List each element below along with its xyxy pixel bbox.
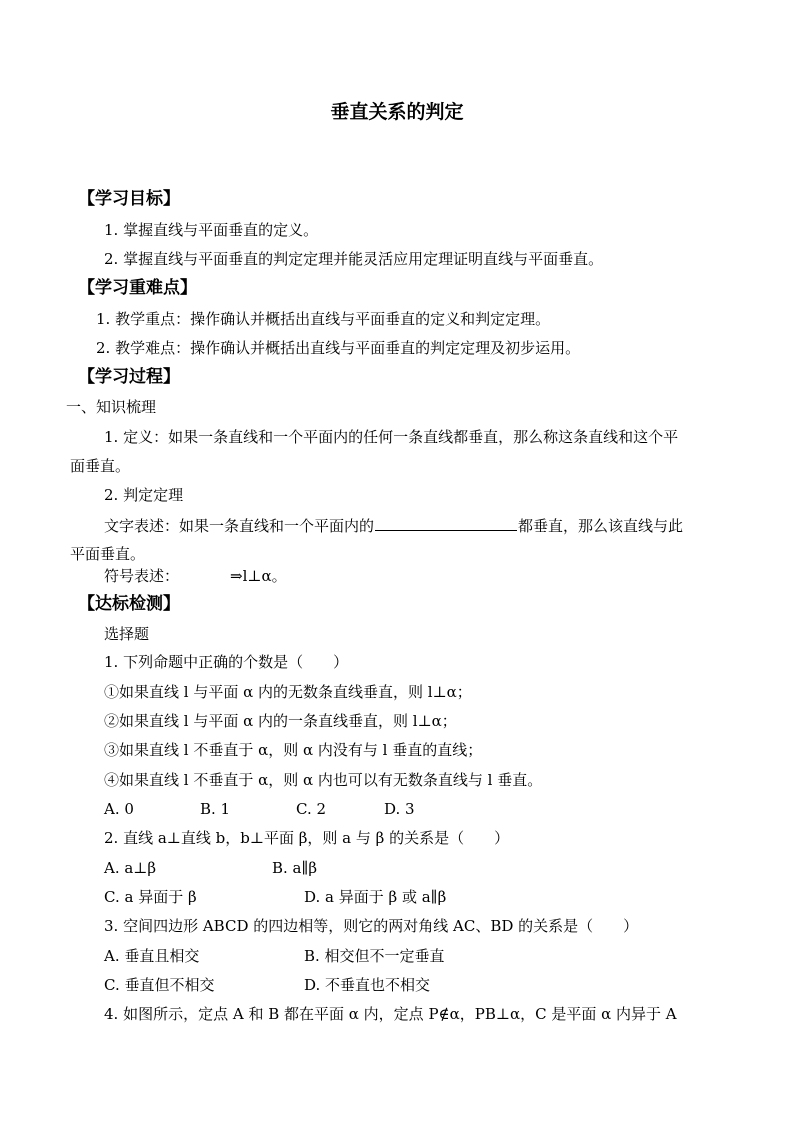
keypoint-item-1: 1. 教学重点：操作确认并概括出直线与平面垂直的定义和判定定理。 xyxy=(96,310,551,328)
q3-option-c: C. 垂直但不相交 xyxy=(104,976,215,994)
q1-statement-3: ③如果直线 l 不垂直于 α，则 α 内没有与 l 垂直的直线； xyxy=(104,741,483,759)
definition-line-2: 面垂直。 xyxy=(70,457,131,475)
q3-option-d: D. 不垂直也不相交 xyxy=(304,976,431,994)
q2-option-c: C. a 异面于 β xyxy=(104,888,197,906)
question-type-label: 选择题 xyxy=(104,625,150,643)
page-title: 垂直关系的判定 xyxy=(330,101,464,123)
fill-in-blank[interactable] xyxy=(375,515,517,531)
q1-option-a: A. 0 xyxy=(104,800,134,818)
definition-line-1: 1. 定义：如果一条直线和一个平面内的任何一条直线都垂直，那么称这条直线和这个平 xyxy=(104,428,679,446)
text-expression-part-1: 文字表述：如果一条直线和一个平面内的 xyxy=(104,517,375,535)
q1-stem: 1. 下列命题中正确的个数是（ ） xyxy=(104,653,349,671)
symbol-label: 符号表述： xyxy=(104,567,180,585)
theorem-title: 2. 判定定理 xyxy=(104,486,184,504)
heading-objectives: 【学习目标】 xyxy=(78,189,180,209)
heading-keypoints: 【学习重难点】 xyxy=(78,278,197,298)
q4-stem: 4. 如图所示，定点 A 和 B 都在平面 α 内，定点 P∉α，PB⊥α，C 是平面 α 内异于 A xyxy=(104,1005,677,1023)
objective-item-1: 1. 掌握直线与平面垂直的定义。 xyxy=(104,221,319,239)
text-expression-line xyxy=(104,515,683,536)
q3-option-a: A. 垂直且相交 xyxy=(104,947,200,965)
heading-process: 【学习过程】 xyxy=(78,367,180,387)
q2-option-d: D. a 异面于 β 或 a∥β xyxy=(304,888,447,906)
q3-stem: 3. 空间四边形 ABCD 的四边相等，则它的两对角线 AC、BD 的关系是（ ） xyxy=(104,917,639,935)
symbol-expression: ⇒l⊥α。 xyxy=(230,567,287,585)
sub-heading-knowledge: 一、知识梳理 xyxy=(66,398,157,416)
q1-option-b: B. 1 xyxy=(200,800,231,818)
q1-statement-4: ④如果直线 l 不垂直于 α，则 α 内也可以有无数条直线与 l 垂直。 xyxy=(104,771,543,789)
q1-option-c: C. 2 xyxy=(296,800,327,818)
heading-test: 【达标检测】 xyxy=(78,594,180,614)
q2-option-b: B. a∥β xyxy=(272,859,318,877)
text-expression-part-2: 都垂直，那么该直线与此 xyxy=(518,517,684,535)
keypoint-item-2: 2. 教学难点：操作确认并概括出直线与平面垂直的判定定理及初步运用。 xyxy=(96,339,581,357)
q1-option-d: D. 3 xyxy=(384,800,415,818)
q1-statement-1: ①如果直线 l 与平面 α 内的无数条直线垂直，则 l⊥α； xyxy=(104,683,472,701)
q2-option-a: A. a⊥β xyxy=(104,859,157,877)
text-expression-line-2: 平面垂直。 xyxy=(70,545,146,563)
q1-statement-2: ②如果直线 l 与平面 α 内的一条直线垂直，则 l⊥α； xyxy=(104,712,457,730)
objective-item-2: 2. 掌握直线与平面垂直的判定定理并能灵活应用定理证明直线与平面垂直。 xyxy=(104,250,604,268)
q2-stem: 2. 直线 a⊥直线 b，b⊥平面 β，则 a 与 β 的关系是（ ） xyxy=(104,829,510,847)
q3-option-b: B. 相交但不一定垂直 xyxy=(304,947,445,965)
